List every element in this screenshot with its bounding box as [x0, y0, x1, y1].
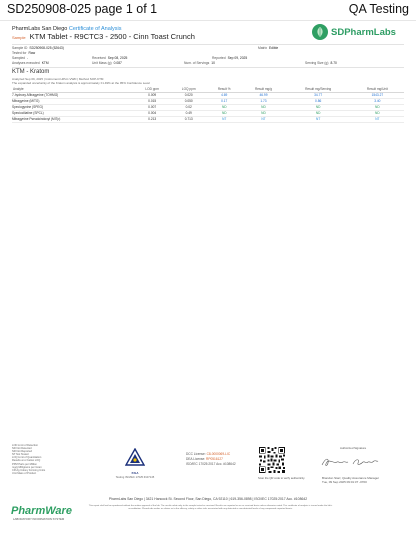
dea-label: DEA License:	[186, 457, 206, 461]
section-uncertainty: The expanded uncertainty of the Kratom analysis is approximately ±1.49% at the 95% Confidence Level	[12, 81, 150, 85]
field-sampled	[12, 56, 28, 60]
qa-testing-label: QA Testing	[348, 2, 409, 16]
field-value: 0.087	[113, 61, 122, 65]
cell-result: 34.77	[286, 92, 351, 98]
cell-result: 1543.27	[351, 92, 404, 98]
cell-lod: 0.015	[134, 98, 170, 104]
field-label: Analyses executed	[12, 61, 40, 65]
cell-loq: 0.713	[170, 116, 207, 122]
report-titlebar	[0, 0, 416, 21]
field-label: Reported	[212, 56, 226, 60]
field-value: SD250908-025 (52643)	[29, 46, 64, 50]
accreditation-badge	[115, 448, 155, 479]
legend-line: NT Not Tested	[12, 453, 29, 457]
legend-line: PPM Parts per Million	[12, 462, 37, 466]
footer-address: PharmLabs San Diego | 3421 Hancock St. Second Floor, San Diego, CA 92110 | 619-356-0898 | ISO/IEC 17025:2017 Acc. #108642	[108, 497, 308, 501]
cell-result: 0.86	[286, 98, 351, 104]
cell-result: 46.99	[241, 92, 285, 98]
cell-analyte: 7-hydroxy-Mitragynine (7OHMG)	[12, 92, 134, 98]
footer-disclaimer: This report shall not be reproduced without the written approval of the lab. The results relate only to the sample tested as received. Results are reported on an as received basis unless otherwise noted. This certificate of analysis is issued under the lab's accreditation. PharmLabs makes no claims as to the efficacy, safety or other risks associated with any detected or non-detected levels of any compounds reported herein.	[88, 505, 333, 510]
cell-result: 4.69	[207, 92, 241, 98]
cell-result: 3.40	[351, 98, 404, 104]
field-label: Unit Mass (g)	[92, 61, 112, 65]
col-loq: LOQ ppm	[170, 87, 207, 92]
field-value: -	[27, 56, 29, 60]
leaf-icon	[312, 24, 328, 40]
cell-analyte: Speciociliatine (SPCL)	[12, 110, 134, 116]
section-analyzed: Analyzed Sep 09, 2025 | Instrument HPLC-VWD | Method SOP-KTM	[12, 77, 104, 81]
abbreviation-legend	[12, 444, 62, 475]
cell-result: NT	[351, 116, 404, 122]
legend-line: CFU/g Colony Forming Units	[12, 468, 46, 472]
field-unit-mass	[92, 61, 122, 65]
col-result-mg-unit: Result mg/Unit	[351, 87, 404, 92]
field-value: Sep 08, 2025	[107, 56, 128, 60]
section-divider	[12, 67, 404, 68]
sd-pharmlabs-logo	[312, 24, 404, 40]
field-analyses	[12, 61, 49, 65]
field-label: Num. of Servings	[184, 61, 210, 65]
col-result-mg-g: Result mg/g	[241, 87, 285, 92]
field-value: 10	[211, 61, 215, 65]
col-result-mg-serving: Result mg/Serving	[286, 87, 351, 92]
field-reported	[212, 56, 247, 60]
signatory	[322, 477, 379, 484]
legend-line: LOD Limit of Detection	[12, 444, 39, 447]
product-header	[12, 32, 195, 41]
cell-result: ND	[207, 104, 241, 110]
cert-mark: PJLA	[131, 472, 139, 475]
cell-result: ND	[351, 104, 404, 110]
sample-tag: Sample	[12, 35, 26, 40]
signature-title: Authorized Signature	[340, 446, 367, 450]
cell-loq: 0.050	[170, 98, 207, 104]
legend-line: mg/g Milligrams per Gram	[12, 465, 42, 469]
field-received	[92, 56, 127, 60]
signatory-name: Brandon Starr, Quality Assurance Manager	[322, 476, 380, 480]
field-value: 8.70	[330, 61, 337, 65]
iso-accreditation: ISO/IEC 17025:2017 Acc. #108642	[186, 462, 236, 466]
results-table	[12, 87, 404, 123]
cell-result: ND	[241, 104, 285, 110]
cell-lod: 0.007	[134, 104, 170, 110]
field-label: Received	[92, 56, 106, 60]
field-label: Matrix	[258, 46, 267, 50]
field-value: Edible	[268, 46, 279, 50]
product-name: KTM Tablet - R9CTC3 - 2500 - Cinn Toast Crunch	[29, 32, 195, 41]
signature-image	[320, 455, 380, 469]
cell-result: NT	[286, 116, 351, 122]
coa-label: Certificate of Analysis	[68, 26, 122, 32]
legend-line: ND Not Detected	[12, 447, 32, 451]
cell-analyte: Mitragynine Pseudoindoxyl (MITp)	[12, 116, 134, 122]
cell-loq: 0.02	[170, 104, 207, 110]
field-tested-for	[12, 51, 35, 55]
cell-analyte: Mitragynine (MITG)	[12, 98, 134, 104]
cell-result: ND	[241, 110, 285, 116]
cell-lod: 0.004	[134, 110, 170, 116]
cell-lod: 0.213	[134, 116, 170, 122]
legend-line: Unit Mass of Product	[12, 471, 37, 475]
dcc-value: C8-0000069-LIC	[206, 452, 231, 456]
report-page-title: SD250908-025 page 1 of 1	[7, 2, 158, 16]
signature-date: Tue, 09 Sep 2025 09:01:37 -0700	[322, 479, 367, 484]
header-divider	[12, 44, 404, 45]
cell-analyte: Speciogynine (SPEG)	[12, 104, 134, 110]
qr-caption: Scan the QR code to verify authenticity.	[258, 477, 306, 480]
pharmware-tagline: LABORATORY INFORMATION SYSTEM	[13, 517, 65, 521]
dcc-label: DCC License:	[186, 452, 206, 456]
pjla-triangle-icon	[125, 448, 145, 466]
coa-page	[0, 21, 416, 535]
cell-result: ND	[286, 104, 351, 110]
field-label: Serving Size (g)	[305, 61, 329, 65]
col-lod: LOD ppm	[134, 87, 170, 92]
cert-caption: Testing ISO/IEC 17025 #107145	[115, 476, 155, 480]
pharmware-wordmark: PharmWare	[11, 505, 72, 517]
legend-line: NR Not Reported	[12, 450, 32, 454]
table-row	[12, 116, 404, 122]
cell-loq: 0.49	[170, 110, 207, 116]
field-matrix	[258, 46, 278, 50]
field-sample-id	[12, 46, 64, 50]
qr-code-icon[interactable]	[258, 446, 286, 474]
field-value: Raw	[28, 51, 36, 55]
cell-result: ND	[351, 110, 404, 116]
field-value: KTM	[41, 61, 49, 65]
cell-result: 0.17	[207, 98, 241, 104]
cell-result: 1.73	[241, 98, 285, 104]
license-info	[186, 452, 236, 467]
col-analyte: Analyte	[12, 87, 134, 92]
logo-wordmark: SDPharmLabs	[331, 27, 396, 38]
dea-value: RP0516127	[206, 457, 223, 461]
cell-result: NT	[207, 116, 241, 122]
field-num-servings	[184, 61, 215, 65]
cell-result: NT	[241, 116, 285, 122]
cell-loq: 0.020	[170, 92, 207, 98]
field-label: Tested for	[12, 51, 27, 55]
field-label: Sampled	[12, 56, 26, 60]
legend-line: Results at or below LOQ	[12, 459, 41, 463]
field-value: Sep 09, 2025	[227, 56, 248, 60]
cell-result: ND	[286, 110, 351, 116]
cell-result: ND	[207, 110, 241, 116]
section-title: KTM - Kratom	[12, 69, 50, 75]
pharmware-logo	[11, 505, 81, 525]
legend-line: LOQ Limit of Quantitation	[12, 456, 42, 460]
lab-name: PharmLabs San Diego	[12, 26, 68, 32]
col-result-pct: Result %	[207, 87, 241, 92]
cell-lod: 0.009	[134, 92, 170, 98]
field-serving-size	[305, 61, 337, 65]
field-label: Sample ID	[12, 46, 28, 50]
